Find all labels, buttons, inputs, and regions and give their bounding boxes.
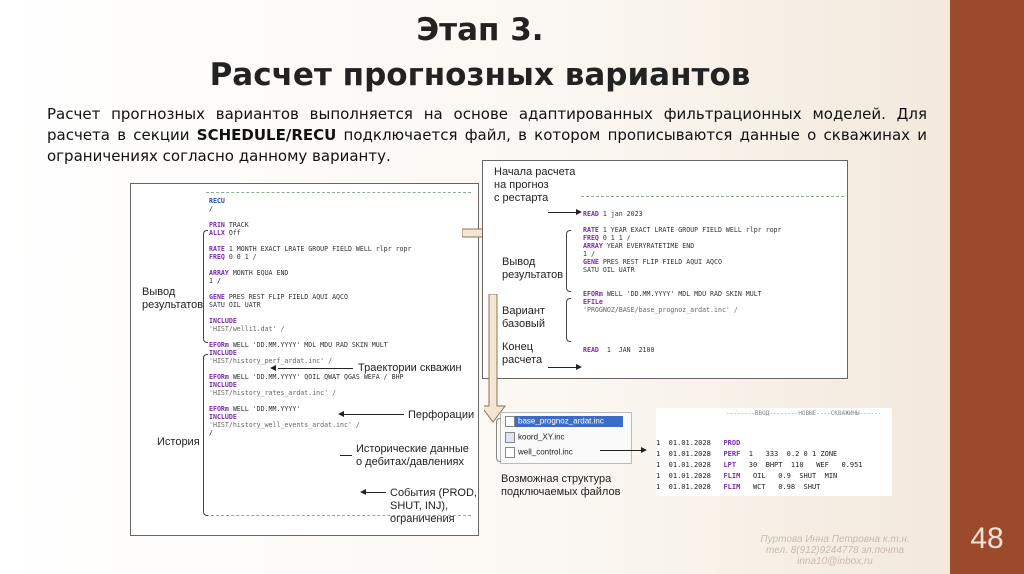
label-sobytiya xyxy=(390,487,477,526)
code-keyword: FREQ xyxy=(583,234,599,242)
code-keyword: EFORm xyxy=(209,405,229,413)
code-keyword: GENE xyxy=(209,293,225,301)
label-text: Начала расчета на прогноз с рестарта xyxy=(494,166,576,204)
table-row xyxy=(656,450,837,458)
label-text: Возможная структура подключаемых файлов xyxy=(501,473,621,498)
brace xyxy=(566,230,571,292)
label-text: Вывод результатов xyxy=(502,256,564,281)
file-item[interactable] xyxy=(505,447,573,458)
label-istoricheskie xyxy=(356,443,469,469)
arrow-head xyxy=(270,365,276,371)
file-name: koord_XY.inc xyxy=(518,432,565,442)
cell: WCT 0.98 SHUT xyxy=(740,483,821,491)
cell: LPT xyxy=(723,461,737,469)
code-text: 1 JAN 2100 xyxy=(598,346,655,354)
table-header: --------ВВОД--------НОВЫЕ----СКВАЖИНЫ------ xyxy=(726,410,882,417)
footer-text: Пуртова Инна Петровна к.т.н. тел. 8(912)9244778 эл.почта inna10@inbox.ru xyxy=(760,534,910,567)
code-text: 1 jan 2023 xyxy=(598,210,643,218)
recu-keyword: RECU xyxy=(209,197,225,205)
code-text: WELL 'DD.MM.YYYY' MDL MDU RAD SKIN MULT xyxy=(602,290,762,298)
code-text: 1 / xyxy=(583,250,595,258)
code-text: SATU OIL UATR xyxy=(209,301,261,309)
page-number: 48 xyxy=(970,522,1004,555)
left-code-panel xyxy=(130,183,479,536)
label-text: Конец расчета xyxy=(502,341,543,366)
code-keyword: FREQ xyxy=(209,253,225,261)
arrow xyxy=(340,455,352,456)
code-keyword: INCLUDE xyxy=(209,349,237,357)
label-nachalo xyxy=(494,166,575,205)
cell: 01.01.2028 xyxy=(668,450,711,458)
right-code-block xyxy=(583,210,782,354)
cell: 30 BHPT 110 WEF 0.951 xyxy=(736,461,863,469)
table-rows xyxy=(656,438,863,493)
arrow xyxy=(278,368,353,369)
slide-title-line-1: Этап 3. xyxy=(416,12,544,48)
code-keyword: INCLUDE xyxy=(209,381,237,389)
brace xyxy=(496,418,501,462)
code-text: 1 / xyxy=(209,277,221,285)
intro-bold-section: SCHEDULE/RECU xyxy=(196,126,337,144)
file-list-panel xyxy=(500,412,632,464)
code-text: Off xyxy=(224,229,241,237)
code-keyword: RATE xyxy=(209,245,225,253)
cell: FLIM xyxy=(723,483,741,491)
file-item-selected[interactable] xyxy=(505,416,623,427)
well-table-panel xyxy=(656,408,892,496)
code-text: YEAR EVERYRATETIME END xyxy=(602,242,695,250)
table-row xyxy=(656,461,863,469)
label-variant xyxy=(502,305,545,331)
code-keyword: PRIN xyxy=(209,221,225,229)
code-text: WELL 'DD.MM.YYYY' xyxy=(228,405,301,413)
slide-title-line-2: Расчет прогнозных вариантов xyxy=(209,57,751,93)
divider xyxy=(581,196,844,197)
arrow xyxy=(548,367,578,368)
brace xyxy=(203,230,208,343)
label-vyvod-left xyxy=(142,286,203,312)
table-row xyxy=(656,472,837,480)
cell: FLIM xyxy=(723,472,741,480)
code-string: 'HIST/history_perf_ardat.inc' / xyxy=(209,357,333,365)
table-row xyxy=(656,439,740,447)
cell: 01.01.2028 xyxy=(668,461,711,469)
code-text: WELL 'DD.MM.YYYY' QOIL QWAT QGAS WEFA / BHP xyxy=(228,373,404,381)
intro-paragraph xyxy=(47,104,927,167)
code-string: 'HIST/history_rates_ardat.inc' / xyxy=(209,389,337,397)
code-keyword: EFORm xyxy=(209,373,229,381)
cell: OIL 0.9 SHUT MIN xyxy=(740,472,838,480)
code-keyword: READ xyxy=(583,346,599,354)
cell: 01.01.2028 xyxy=(668,439,711,447)
code-text: TRACK xyxy=(224,221,249,229)
code-text: WELL 'DD.MM.YYYY' MDL MDU RAD SKIN MULT xyxy=(228,341,388,349)
code-string: 'PROGNOZ/BASE/base_prognoz_ardat.inc' / xyxy=(583,306,738,314)
arrow-head xyxy=(338,411,344,417)
code-text: PRES REST FLIP FIELD AQUI AQCO xyxy=(598,258,722,266)
arrow xyxy=(366,492,386,493)
label-traektorii: Траектории скважин xyxy=(358,362,462,374)
divider xyxy=(206,192,471,193)
right-accent-band xyxy=(950,0,1024,574)
code-text: SATU OIL UATR xyxy=(583,266,635,274)
code-text: 1 YEAR EXACT LRATE GROUP FIELD WELL rlpr ropr xyxy=(598,226,782,234)
code-keyword: ARRAY xyxy=(209,269,229,277)
code-text: MONTH EQUA END xyxy=(228,269,289,277)
code-keyword: EFORm xyxy=(209,341,229,349)
code-keyword: EFILe xyxy=(583,298,603,306)
label-perforacii: Перфорации xyxy=(408,409,475,421)
cell: 1 xyxy=(656,450,661,458)
cell: 1 333 0.2 0 1 ZONE xyxy=(740,450,838,458)
code-keyword: INCLUDE xyxy=(209,317,237,325)
file-name: base_prognoz_ardat.inc xyxy=(518,416,604,426)
file-item[interactable] xyxy=(505,432,565,443)
arrow-head xyxy=(360,489,366,495)
file-icon xyxy=(505,447,515,458)
code-text: 0 1 1 / xyxy=(598,234,631,242)
intro-text-2: подключается файл, в котором прописываются данные о скважинах и ограничениях согласно данному варианту. xyxy=(47,126,927,165)
cell: 1 xyxy=(656,439,661,447)
down-connector-arrow-icon xyxy=(484,294,508,424)
code-text: 1 MONTH EXACT LRATE GROUP FIELD WELL rlpr ropr xyxy=(224,245,412,253)
label-vyvod-right xyxy=(502,256,563,282)
code-keyword: EFORm xyxy=(583,290,603,298)
code-string: 'HIST/history_well_events_ardat.inc' / xyxy=(209,421,360,429)
arrow-head xyxy=(576,364,582,370)
label-istoriya: История xyxy=(157,436,200,448)
label-text: События (PROD, SHUT, INJ), ограничения xyxy=(390,487,477,525)
arrow-head xyxy=(641,447,647,453)
author-footer xyxy=(740,534,930,567)
label-text: Вывод результатов xyxy=(142,286,204,311)
code-keyword: RATE xyxy=(583,226,599,234)
left-code-block: RECU / PRIN TRACK ALLX Off RATE 1 MONTH EXACT LRATE GROUP FIELD WELL rlpr ropr FREQ 0 0 1 / ARRAY MONTH EQUA END 1 / GENE PRES REST FLIP FIELD AQUI AQCO SATU OIL UATR INCLUDE 'HIST/welli1.dat' / EFORm WELL 'DD.MM.YYYY' MDL MDU RAD SKIN MULT INCLUDE 'HIST/history_perf_ardat.inc' / EFORm WELL 'DD.MM.YYYY' QOIL QWAT QGAS WEFA / BHP INCLUDE 'HIST/history_rates_ardat.inc' / EFORm WELL 'DD.MM.YYYY' INCLUDE 'HIST/history_well_events_ardat.inc' / / xyxy=(209,197,412,437)
code-keyword: READ xyxy=(583,210,599,218)
code-keyword: GENE xyxy=(583,258,599,266)
label-text: Вариант базовый xyxy=(502,305,545,330)
intro-text-1: Расчет прогнозных вариантов выполняется на основе адаптированных фильтрационных моделей. Для расчета в секции xyxy=(47,105,927,144)
label-konec xyxy=(502,341,542,367)
arrow xyxy=(344,414,404,415)
code-keyword: INCLUDE xyxy=(209,413,237,421)
code-text: 0 0 1 / xyxy=(224,253,257,261)
table-row xyxy=(656,483,820,491)
arrow-head xyxy=(576,209,582,215)
file-name: well_control.inc xyxy=(518,447,573,457)
code-string: 'HIST/welli1.dat' / xyxy=(209,325,285,333)
brace xyxy=(566,298,571,342)
cell: 01.01.2028 xyxy=(668,472,711,480)
file-icon xyxy=(505,432,515,443)
cell: 01.01.2028 xyxy=(668,483,711,491)
cell: PROD xyxy=(723,439,741,447)
cell: 1 xyxy=(656,461,661,469)
cell: 1 xyxy=(656,472,661,480)
code-text: PRES REST FLIP FIELD AQUI AQCO xyxy=(224,293,348,301)
cell: PERF xyxy=(723,450,741,458)
file-icon xyxy=(505,416,515,427)
brace xyxy=(203,354,208,516)
label-struktura xyxy=(501,473,620,499)
code-keyword: ALLX xyxy=(209,229,225,237)
label-text: Исторические данные о дебитах/давлениях xyxy=(356,443,469,468)
arrow xyxy=(600,450,642,451)
arrow xyxy=(548,212,578,213)
code-keyword: ARRAY xyxy=(583,242,603,250)
cell: 1 xyxy=(656,483,661,491)
